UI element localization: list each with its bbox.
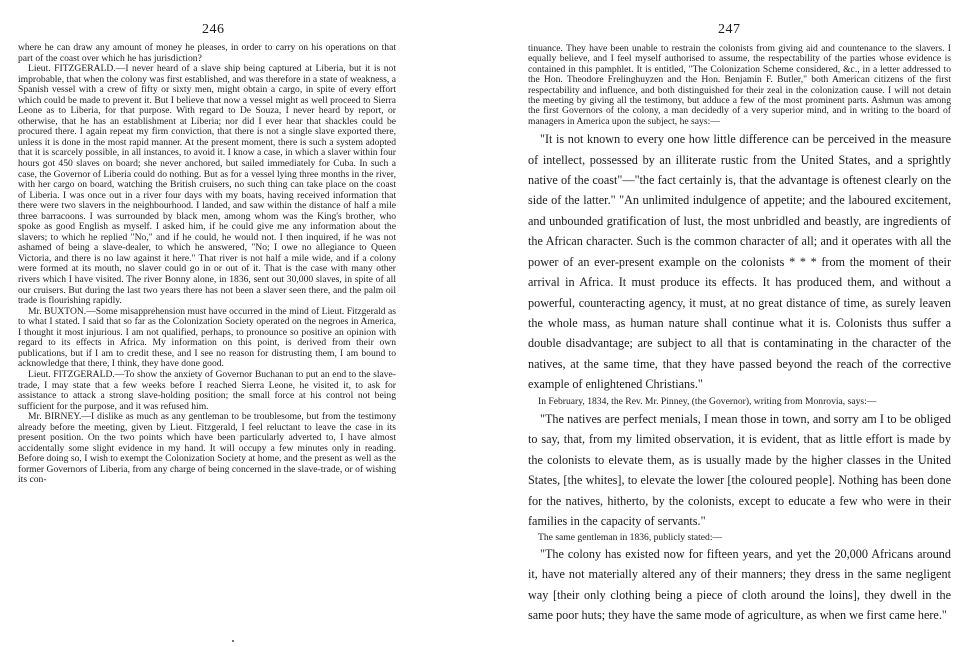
left-paragraph: Lieut. FITZGERALD.—To show the anxiety of Governor Buchanan to put an end to the slave-trade, I may state that a few weeks before I reached Sierra Leone, he visited it, to ask for assistance to attack a strong slave-holding position; the small force at his control not being sufficient for the purpose, and it was refused him. bbox=[18, 368, 396, 412]
left-paragraph: Lieut. FITZGERALD.—I never heard of a slave ship being captured at Liberia, but it is not improbable, that when the colony was first established, and was therefore in a state of weakness, a Spanish vessel with a crew of fifty or sixty men, might obtain a cargo, in spite of every effort which could be made to prevent it. But I believe that now a vessel might as well proceed to Sierra Leone as to Liberia, for that purpose. With regard to De Souza, I never heard by report, or otherwise, that he has an establishment at Liberia; nor did I ever hear that shackles could be procured there. I again repeat my firm conviction, that there is not a single slave exported there, unless it is done in the most rapid manner. At the present moment, there is such a system adopted that it is scarcely possible, in all instances, to avoid it. I know a case, in which a slaver within four hours got 450 slaves on board; she never anchored, but sailed immediately for Cuba. In such a case, the Governor of Liberia could do nothing. But as for a vessel lying three months in the river, with her cargo on board, watching the British cruisers, no such thing can take place on the coast of Liberia. I was once out in a river four days with my boats, having received information that there were two slavers in the neighbourhood. I landed, and saw within the distance of half a mile three barracoons. I was surrounded by black men, among whom was the King's brother, who spoke as good English as myself. I asked him, if he could give me any information about the slavers; to which he replied "No," and if he could, he would not. I then inquired, if he was not ashamed of being a slave-dealer, to which he answered, "No; I owe no allegiance to Queen Victoria, and there is no law against it here." That river is not half a mile wide, and if a colony were formed at its mouth, no slaver could go in or out of it. That is the case with many other rivers which I have visited. The river Bonny alone, in 1836, sent out 30,000 slaves, in spite of all our cruisers. But during the last two years there has not been a slaver seen there, and the palm oil trade is flourishing rapidly. bbox=[18, 63, 396, 307]
pinney-quote: "The natives are perfect menials, I mean those in town, and sorry am I to be obliged to say, that, from my limited observation, it is evident, that as little effort is made by the colonists to elevate them, as is usually made by the higher classes in the United States, [the whites], to elevate the lower [the coloured people]. Nothing has been done for the natives, hitherto, by the colonists, except to educate a few who were in their families in the capacity of servants." bbox=[528, 411, 951, 528]
right-page bbox=[490, 0, 980, 647]
left-paragraph: where he can draw any amount of money he pleases, in order to carry on his operations on that part of the coast over which he has jurisdiction? bbox=[18, 42, 396, 64]
left-page-text bbox=[18, 43, 396, 486]
left-paragraph: Mr. BIRNEY.—I dislike as much as any gentleman to be troublesome, but from the testimony already before the meeting, given by Lieut. Fitzgerald, I feel reluctant to leave the case in its present position. On the two points which have been particularly adverted to, I have almost accidentally some slight evidence in my hand. It will occupy a few minutes only in reading. Before doing so, I wish to exempt the Colonization Society at home, and the present as well as the former Governors of Liberia, from any charge of being concerned in the slave-trade, or of wishing its con- bbox=[18, 411, 396, 486]
ashmun-quote: "It is not known to every one how little difference can be perceived in the measure of intellect, possessed by an illiterate rustic from the United States, and a sprightly native of the coast"—"the fact certainly is, that the advantage is oftenest clearly on the side of the latter." "An unlimited indulgence of appetite; and the laboured excitement, and unbounded gratification of lust, the most unbridled and beastly, are ingredients of the African character. Such is the common character of all; and it operates with all the power of an ever-present example on the colonists * * * from the moment of their arrival in Africa. It must produce its effects. It has produced them, and without a powerful, counteracting agency, it must, at no great distance of time, as surely leaven the whole mass, as human nature shall continue what it is. Colonists thus suffer a double disadvantage; are subject to all that is contaminating in the character of the natives, at the same time, that they have passed beyond the reach of the corrective example of enlightened Christians." bbox=[528, 132, 951, 392]
page-number-right: 247 bbox=[718, 22, 741, 37]
right-page-text bbox=[528, 44, 951, 625]
print-speck bbox=[232, 640, 234, 642]
left-paragraph: Mr. BUXTON.—Some misapprehension must have occurred in the mind of Lieut. Fitzgerald as to what I stated. I said that so far as the Colonization Society operated on the negroes in America, I thought it most injurious. I am not qualified, perhaps, to pronounce so positive an opinion with regard to its effects in Africa. My information on this point, is derived from their own publications, but if I am to credit these, and I see no reason for distrusting them, I am bound to acknowledge that there, I think, they have done good. bbox=[18, 305, 396, 370]
second-intro: The same gentleman in 1836, publicly stated:— bbox=[538, 532, 723, 544]
pinney-intro: In February, 1834, the Rev. Mr. Pinney, (the Governor), writing from Monrovia, says:— bbox=[538, 395, 877, 407]
page-number-left: 246 bbox=[202, 22, 225, 37]
colony-quote: "The colony has existed now for fifteen years, and yet the 20,000 Africans around it, have not materially altered any of their manners; they dress in the same negligent way [their only clothing being a piece of cloth around the loins], they dwell in the same poor huts; they have the same mode of agriculture, as when we first came here." bbox=[528, 546, 951, 622]
right-intro: tinuance. They have been unable to restrain the colonists from giving aid and countenance to the slavers. I equally believe, and I feel myself authorised to assume, the respectability of the parties whose evidence is contained in this pamphlet. It is entitled, "The Colonization Scheme considered, &c., in a letter addressed to the Hon. Theodore Frelinghuyzen and the Hon. Benjamin F. Butler," both American citizens of the first respectability and influence, and both distinguished for their zeal in the colonization cause. I will not detain the meeting by giving all the testimony, but adduce a few of the most prominent parts. Ashmun was among the first Governors of the colony, a man decidedly of a very superior mind, and in writing to the board of managers in America upon the subject, he says:— bbox=[528, 43, 951, 127]
